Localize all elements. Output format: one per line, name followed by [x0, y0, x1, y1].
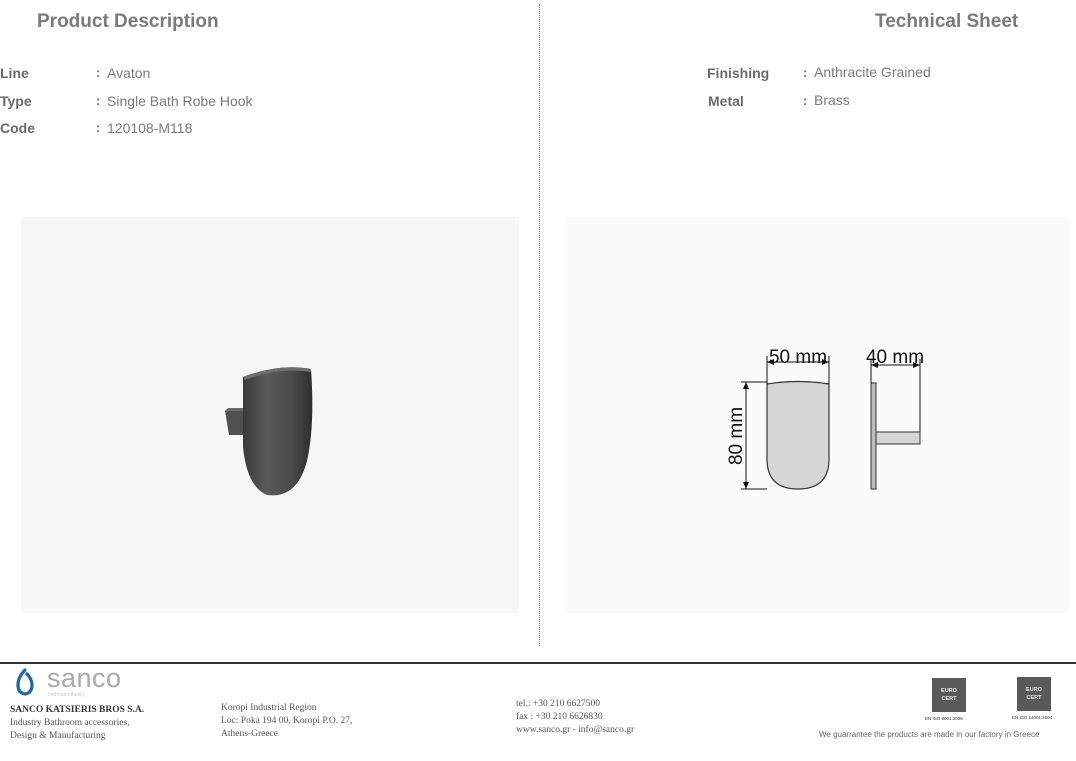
eurocert-iso9001-badge: [932, 678, 966, 712]
cert1-badge-line1: EURO: [941, 688, 957, 694]
cert2-badge-line1: EURO: [1026, 687, 1042, 693]
product-description-heading: Product Description: [37, 11, 219, 32]
cert1-caption: EN ISO 9001:2008: [925, 716, 963, 721]
tel: tel.: +30 210 6627500: [516, 699, 600, 709]
type-colon: :: [96, 93, 101, 108]
finishing-label: Finishing: [707, 65, 770, 81]
cert1-badge-line2: CERT: [941, 696, 957, 702]
cert2-caption: EN ISO 14001:2004: [1012, 715, 1053, 720]
metal-colon: :: [803, 93, 808, 108]
address-line-3: Athens-Greece: [221, 729, 278, 739]
company-line-2: Industry Bathroom accessories,: [10, 718, 130, 728]
height-dimension-label: 80 mm: [726, 406, 747, 466]
line-colon: :: [96, 65, 101, 80]
width-dimension-label: 50 mm: [768, 347, 828, 368]
metal-value: Brass: [814, 92, 850, 108]
sanco-logo: [10, 665, 150, 697]
side-view-stem: [876, 432, 920, 444]
company-name: SANCO KATSIERIS BROS S.A.: [10, 705, 145, 715]
depth-dimension-label: 40 mm: [865, 347, 925, 368]
cert2-badge-line2: CERT: [1026, 695, 1042, 701]
contact-block: [516, 698, 736, 737]
finishing-value: Anthracite Grained: [814, 64, 931, 80]
line-value: Avaton: [107, 65, 151, 81]
drop-logo-icon: [10, 667, 40, 697]
code-value: 120108-M118: [107, 120, 193, 136]
technical-sheet-heading: Technical Sheet: [875, 11, 1019, 32]
website-email[interactable]: www.sanco.gr - info@sanco.gr: [516, 725, 635, 735]
code-colon: :: [96, 120, 101, 135]
address-line-1: Koropi Industrial Region: [221, 703, 317, 713]
type-value: Single Bath Robe Hook: [107, 93, 253, 109]
code-label: Code: [0, 120, 35, 136]
logo-wordmark: sanco: [47, 663, 122, 693]
technical-drawing: [565, 217, 1070, 613]
front-view-shape: [767, 382, 829, 490]
footer-rule: [0, 662, 1076, 664]
line-label: Line: [0, 65, 29, 81]
center-divider: [539, 4, 540, 646]
company-line-3: Design & Manufacturing: [10, 731, 106, 741]
fax: fax : +30 210 6626830: [516, 712, 603, 722]
side-view-plate: [871, 383, 876, 489]
type-label: Type: [0, 93, 32, 109]
robe-hook-image: [21, 217, 519, 613]
product-photo: [21, 217, 519, 613]
guarantee-text: We guarrantee the products are made in our factory in Greece: [819, 730, 1040, 739]
dimension-drawing: [565, 217, 1070, 613]
metal-label: Metal: [708, 93, 744, 109]
logo-tagline: bathroom theory: [48, 692, 85, 698]
finishing-colon: :: [803, 65, 808, 80]
company-block: [10, 704, 200, 743]
eurocert-iso14001-badge: [1017, 677, 1051, 711]
address-line-2: Loc: Poka 194 00, Koropi P.O. 27,: [221, 716, 353, 726]
address-block: [221, 702, 441, 741]
